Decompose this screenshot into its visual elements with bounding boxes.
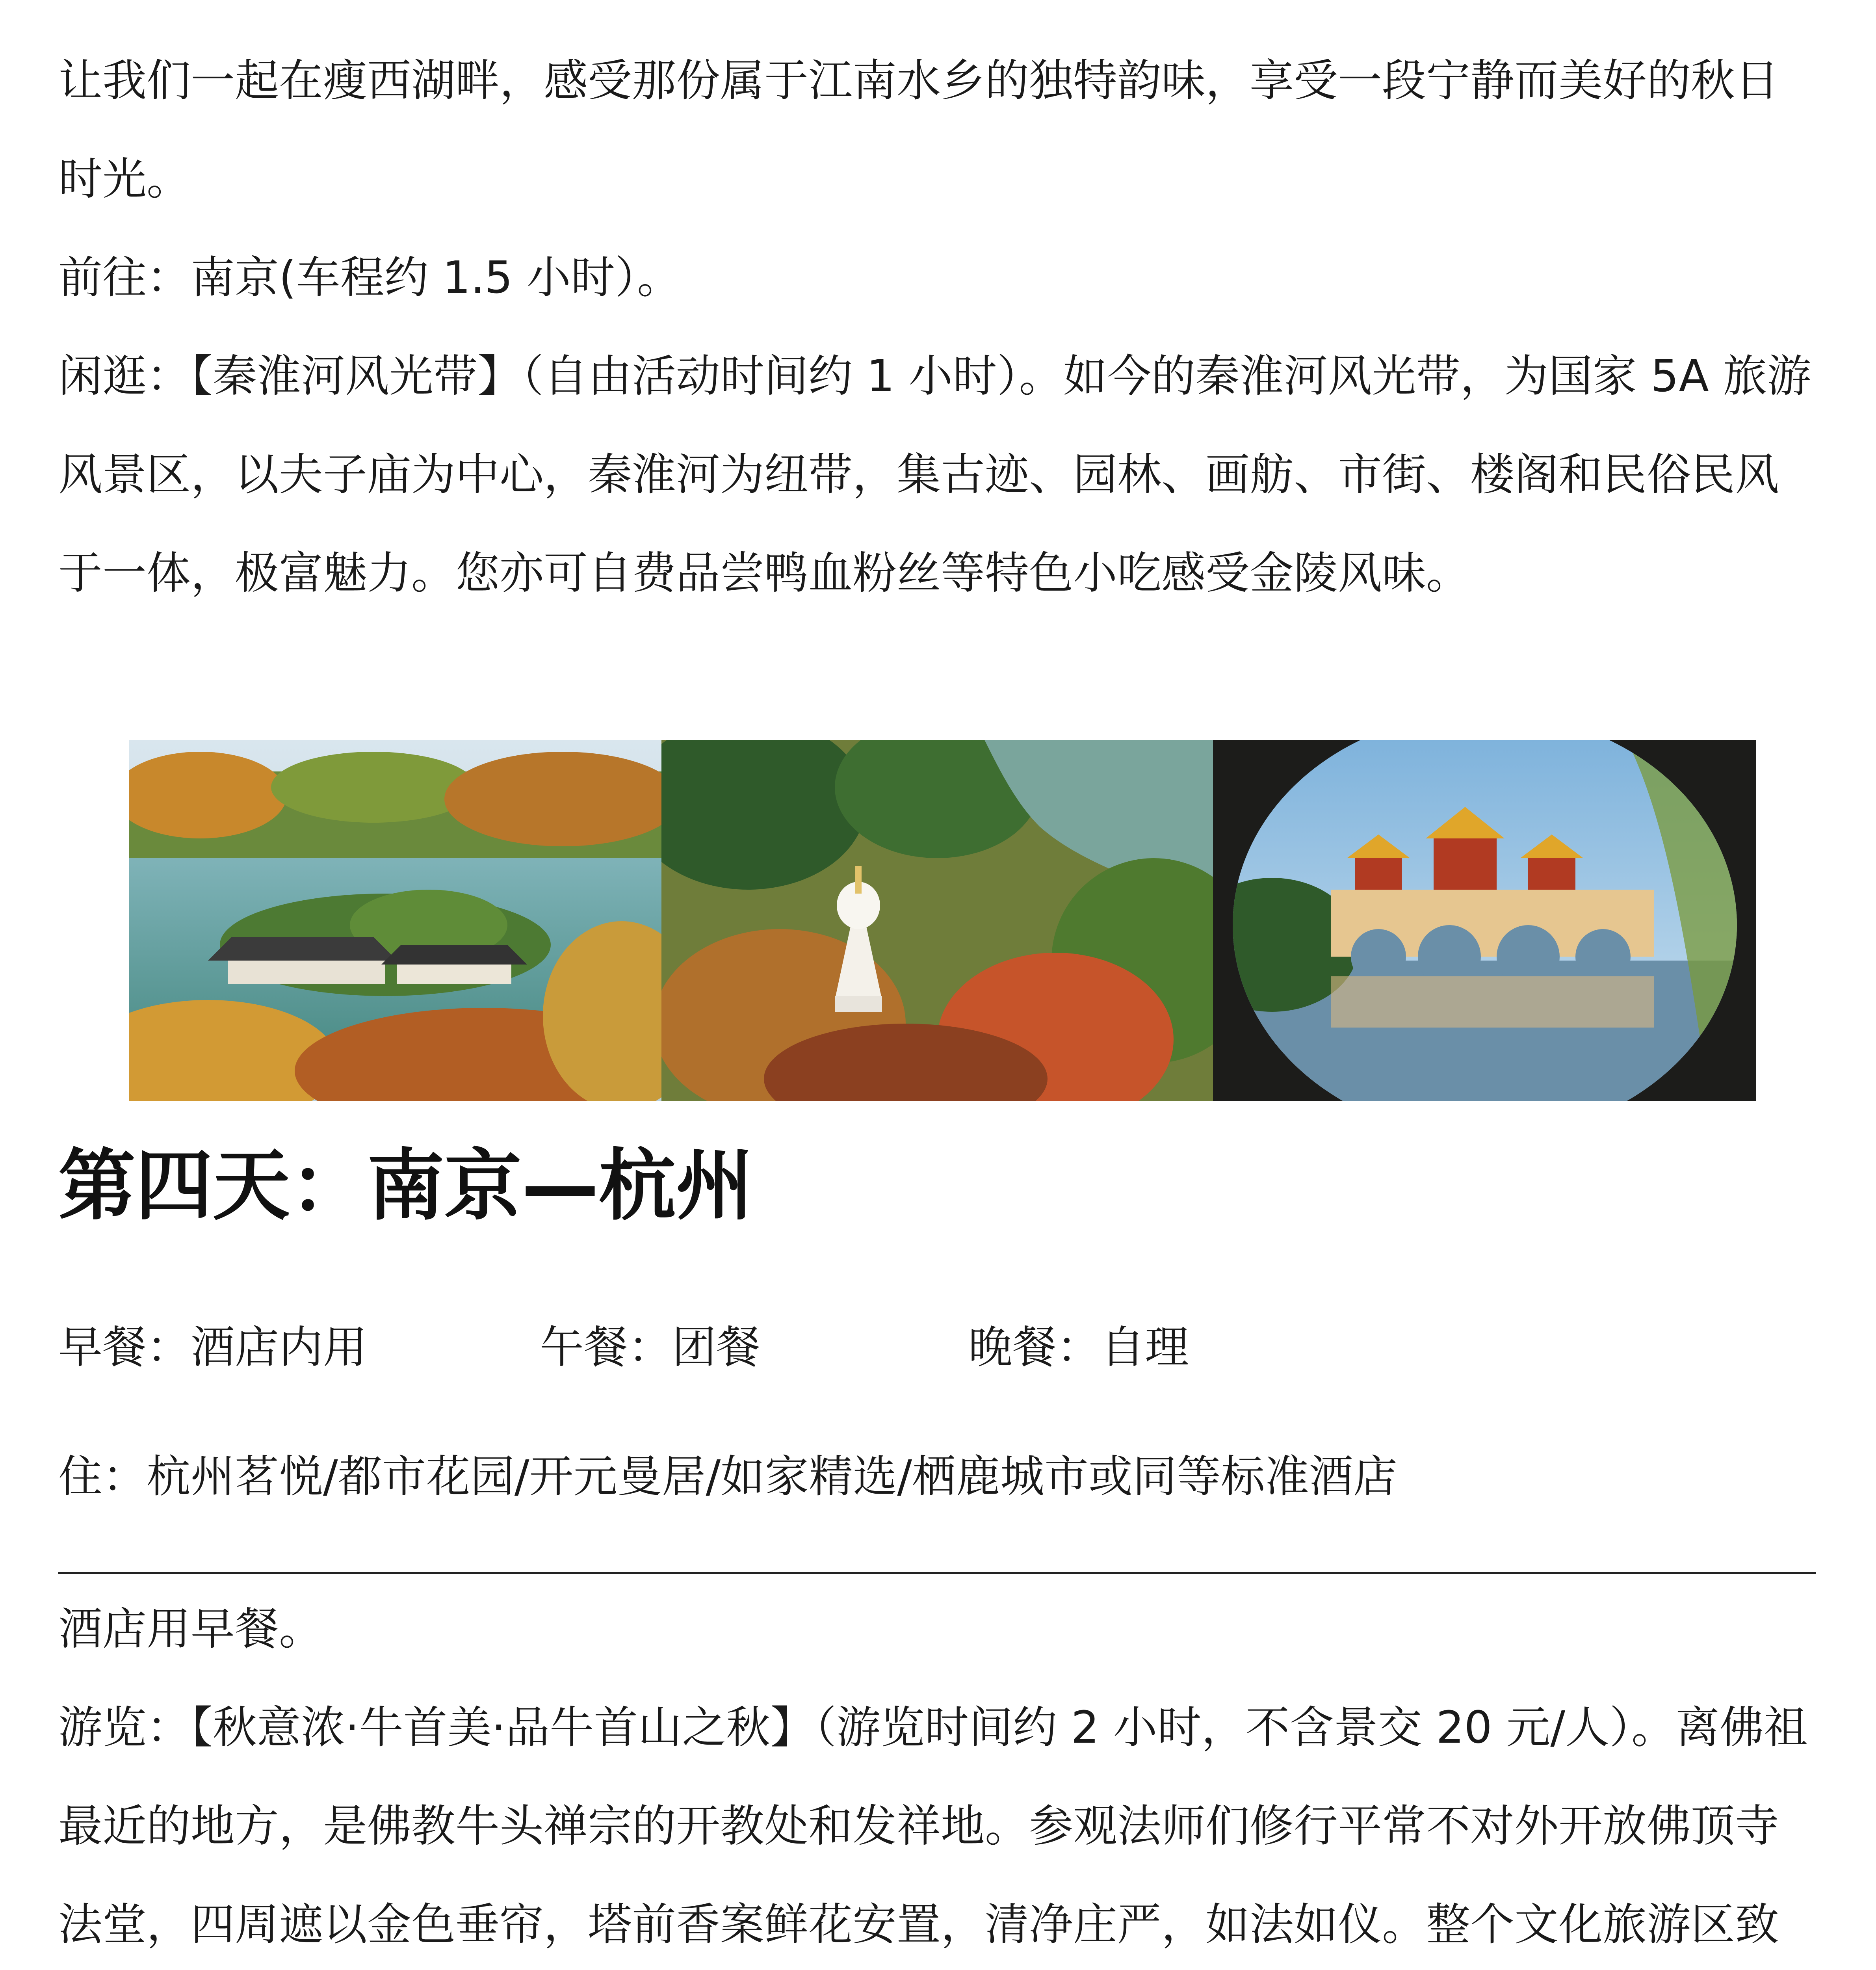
intro-paragraph-slender-west-lake: 让我们一起在瘦西湖畔，感受那份属于江南水乡的独特韵味，享受一段宁静而美好的秋日时光。 xyxy=(58,55,1779,205)
day4-body xyxy=(58,1580,1817,1970)
five-pavilion-bridge-photo xyxy=(1213,740,1756,1101)
five-pavilion-bridge-image xyxy=(1213,740,1756,1101)
lake-pavilion-photo xyxy=(129,740,661,1101)
meal-row xyxy=(58,1312,1792,1383)
lunch-info: 午餐：团餐 xyxy=(540,1322,760,1373)
breakfast-info: 早餐：酒店内用 xyxy=(58,1322,367,1373)
day4-title: 第四天：南京—杭州 xyxy=(58,1141,754,1231)
photo-strip xyxy=(129,740,1756,1101)
day4-paragraph-niushou-tour: 游览：【秋意浓·牛首美·品牛首山之秋】（游览时间约 2 小时，不含景交 20 元/人）。离佛祖最近的地方，是佛教牛头禅宗的开教处和发祥地。参观法师们修行平常不对外开放佛顶寺法堂，四周遮以金色垂帘，塔前香案鲜花安置，清净庄严，如法如仪。整个文化旅游区致 xyxy=(58,1702,1808,1950)
intro-paragraph-to-nanjing: 前往：南京(车程约 1.5 小时）。 xyxy=(58,252,682,303)
intro-paragraph-qinhuai-river: 闲逛：【秦淮河风光带】（自由活动时间约 1 小时）。如今的秦淮河风光带，为国家 5A 旅游风景区，以夫子庙为中心，秦淮河为纽带，集古迹、园林、画舫、市街、楼阁和民俗民风于一体，极富魅力。您亦可自费品尝鸭血粉丝等特色小吃感受金陵风味。 xyxy=(58,351,1811,599)
dinner-info: 晚餐：自理 xyxy=(968,1322,1189,1373)
day4-paragraph-breakfast: 酒店用早餐。 xyxy=(58,1604,323,1655)
hotel-info: 住：杭州茗悦/都市花园/开元曼居/如家精选/栖鹿城市或同等标准酒店 xyxy=(58,1451,1397,1502)
white-pagoda-photo xyxy=(661,740,1213,1101)
section-divider xyxy=(58,1572,1816,1574)
white-pagoda-image xyxy=(661,740,1213,1101)
lake-pavilion-image xyxy=(129,740,661,1101)
